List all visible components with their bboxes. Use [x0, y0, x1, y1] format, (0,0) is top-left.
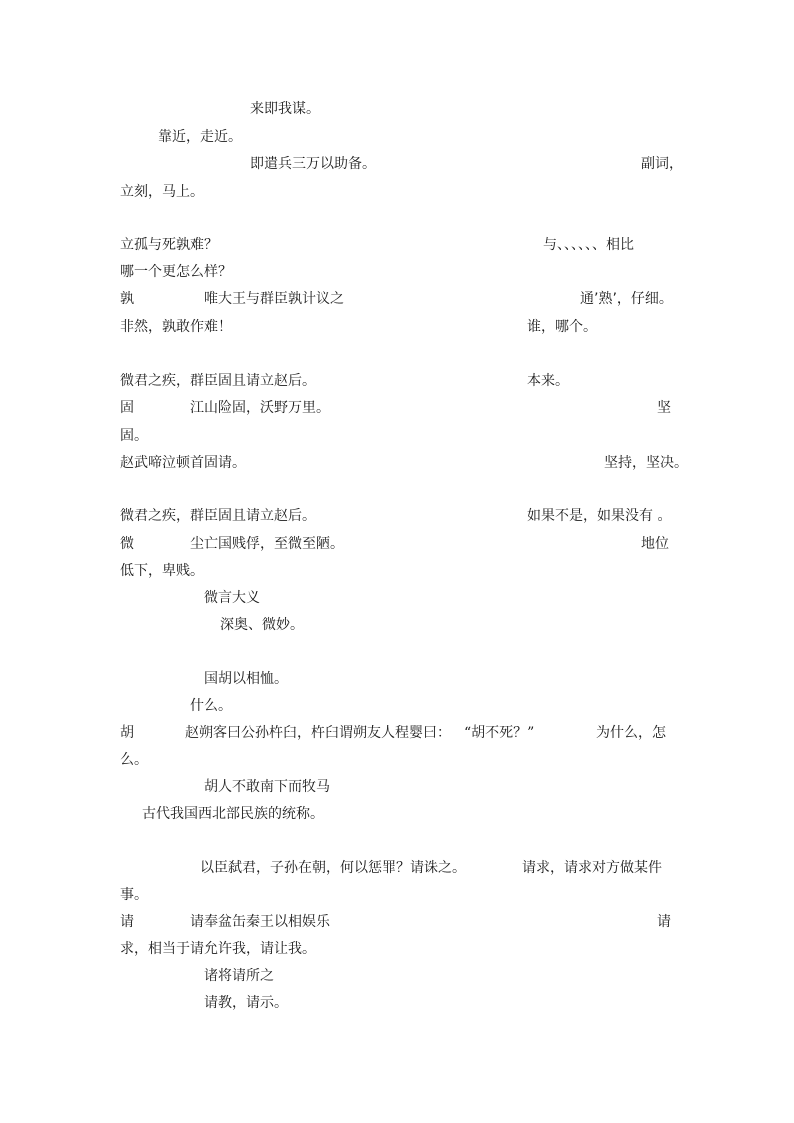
text-line: 尘亡国贱俘，至微至陋。 — [190, 536, 344, 552]
text-line: 孰 — [120, 291, 134, 307]
text-line: 低下，卑贱。 — [120, 563, 204, 579]
text-line: 靠近，走近。 — [158, 129, 242, 145]
text-line: 为什么，怎 — [596, 725, 666, 741]
text-line: 本来。 — [527, 373, 569, 389]
text-line: 唯大王与群臣孰计议之 — [204, 291, 344, 307]
text-line: 坚持，坚决。 — [604, 455, 688, 471]
text-line: 立刻，马上。 — [120, 184, 204, 200]
text-line: 如果不是，如果没有 。 — [527, 508, 672, 524]
quoted-text: “胡不死？” — [464, 725, 535, 741]
text-line: 立孤与死孰难？ — [120, 237, 218, 253]
text-line: 赵朔客曰公孙杵臼，杵臼谓朔友人程婴曰： — [185, 725, 451, 741]
text-line: 赵武啼泣顿首固请。 — [120, 455, 246, 471]
text-line: 胡 — [120, 725, 134, 741]
text-line: 请教，请示。 — [204, 995, 288, 1011]
text-line: 谁，哪个。 — [527, 319, 597, 335]
text-line: 深奥、微妙。 — [220, 617, 304, 633]
text-line: 来即我谋。 — [250, 101, 320, 117]
text-line: 固。 — [120, 428, 148, 444]
text-line: 副词， — [641, 156, 683, 172]
text-line: 请 — [120, 914, 134, 930]
text-line: 与、、、、、、相比 — [543, 237, 634, 253]
text-line: 固 — [120, 400, 134, 416]
text-line: 古代我国西北部民族的统称。 — [142, 806, 324, 822]
text-line: 非然，孰敢作难！ — [120, 319, 232, 335]
text-line: 微君之疾，群臣固且请立赵后。 — [120, 508, 316, 524]
text-line: 请奉盆缶秦王以相娱乐 — [190, 914, 330, 930]
text-line: 国胡以相恤。 — [204, 671, 288, 687]
text-line: 诸将请所之 — [204, 968, 274, 984]
text-line: 以臣弑君，子孙在朝，何以惩罪？请诛之。 — [200, 860, 466, 876]
text-line: 通’熟’，仔细。 — [580, 291, 673, 307]
text-line: 请 — [657, 914, 671, 930]
text-line: 即遣兵三万以助备。 — [250, 156, 376, 172]
text-line: 什么。 — [190, 698, 232, 714]
text-line: 坚 — [657, 400, 671, 416]
text-line: 求，相当于请允许我，请让我。 — [120, 941, 316, 957]
text-line: 事。 — [120, 887, 148, 903]
text-line: 请求，请求对方做某件 — [522, 860, 662, 876]
text-line: 江山险固，沃野万里。 — [190, 400, 330, 416]
text-line: 微言大义 — [204, 590, 260, 606]
text-line: 微 — [120, 536, 134, 552]
text-line: 么。 — [120, 752, 148, 768]
text-line: 微君之疾，群臣固且请立赵后。 — [120, 373, 316, 389]
text-line: 哪一个更怎么样？ — [120, 264, 232, 280]
text-line: 地位 — [641, 536, 669, 552]
text-line: 胡人不敢南下而牧马 — [204, 779, 330, 795]
